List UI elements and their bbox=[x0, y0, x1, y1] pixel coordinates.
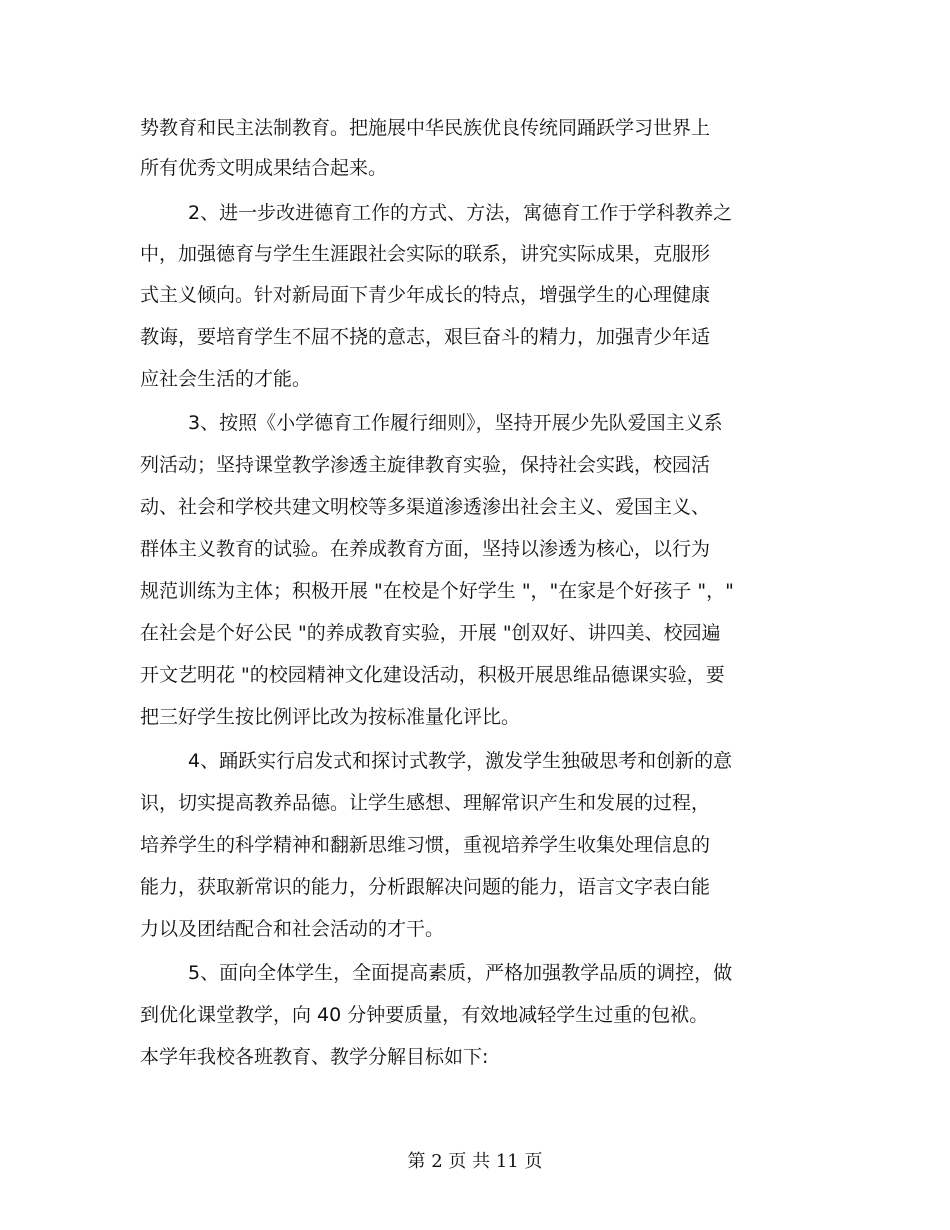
text-line: 规范训练为主体；积极开展 "在校是个好学生 "，"在家是个好孩子 "，" bbox=[140, 580, 734, 602]
text-line: 应社会生活的才能。 bbox=[140, 368, 312, 390]
text-line: 所有优秀文明成果结合起来。 bbox=[140, 157, 388, 179]
text-line: 到优化课堂教学，向 40 分钟要质量，有效地减轻学生过重的包袱。 bbox=[140, 1004, 709, 1026]
text-line: 在社会是个好公民 "的养成教育实验，开展 "创双好、讲四美、校园遍 bbox=[140, 622, 721, 644]
text-line: 动、社会和学校共建文明校等多渠道渗透渗出社会主义、爱国主义、 bbox=[140, 496, 711, 518]
text-line: 本学年我校各班教育、教学分解目标如下: bbox=[140, 1046, 489, 1068]
paragraph-start-line: 5、面向全体学生，全面提高素质，严格加强教学品质的调控，做 bbox=[188, 962, 733, 984]
text-line: 力以及团结配合和社会活动的才干。 bbox=[140, 918, 445, 940]
text-line: 能力，获取新常识的能力，分析跟解决问题的能力，语言文字表白能 bbox=[140, 876, 711, 898]
text-line: 把三好学生按比例评比改为按标准量化评比。 bbox=[140, 706, 521, 728]
text-line: 培养学生的科学精神和翻新思维习惯，重视培养学生收集处理信息的 bbox=[140, 834, 711, 856]
text-line: 开文艺明花 "的校园精神文化建设活动，积极开展思维品德课实验，要 bbox=[140, 664, 725, 686]
paragraph-start-line: 3、按照《小学德育工作履行细则》，坚持开展少先队爱国主义系 bbox=[188, 412, 723, 434]
text-line: 列活动；坚持课堂教学渗透主旋律教育实验，保持社会实践，校园活 bbox=[140, 454, 711, 476]
text-line: 教诲，要培育学生不屈不挠的意志，艰巨奋斗的精力，加强青少年适 bbox=[140, 326, 711, 348]
paragraph-start-line: 2、进一步改进德育工作的方式、方法，寓德育工作于学科教养之 bbox=[188, 202, 733, 224]
text-line: 中，加强德育与学生生涯跟社会实际的联系，讲究实际成果，克服形 bbox=[140, 243, 711, 265]
paragraph-start-line: 4、踊跃实行启发式和探讨式教学，激发学生独破思考和创新的意 bbox=[188, 750, 733, 772]
text-line: 势教育和民主法制教育。把施展中华民族优良传统同踊跃学习世界上 bbox=[140, 117, 711, 139]
text-line: 识，切实提高教养品德。让学生感想、理解常识产生和发展的过程， bbox=[140, 792, 711, 814]
text-line: 式主义倾向。针对新局面下青少年成长的特点，增强学生的心理健康 bbox=[140, 284, 711, 306]
text-line: 群体主义教育的试验。在养成教育方面，坚持以渗透为核心，以行为 bbox=[140, 538, 711, 560]
page-number-footer: 第 2 页 共 11 页 bbox=[407, 1151, 543, 1172]
